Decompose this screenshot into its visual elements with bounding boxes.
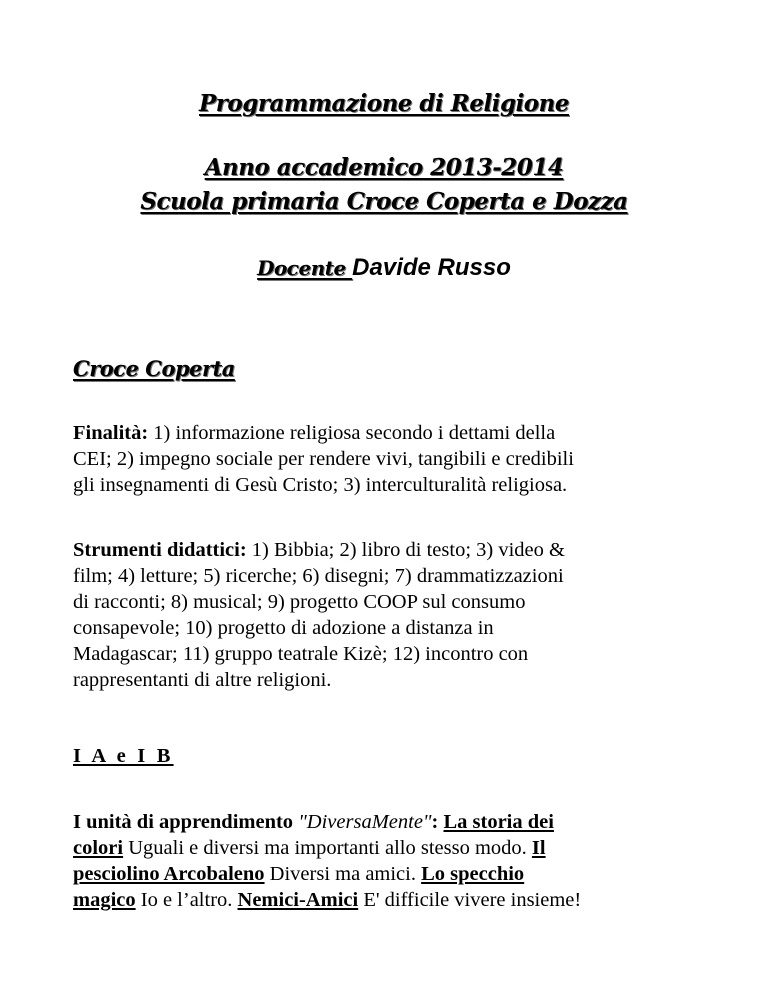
text-line: consapevole; 10) progetto di adozione a distanza in (73, 617, 494, 639)
text-line: CEI; 2) impegno sociale per rendere vivi, tangibili e credibili (73, 448, 574, 470)
story-title: colori (73, 837, 124, 859)
strumenti-paragraph (73, 537, 703, 693)
story-title: magico (73, 889, 136, 911)
story-title: Il (531, 837, 546, 859)
text-line (73, 537, 703, 563)
teacher-name: Davide Russo (352, 254, 511, 281)
story-text: Uguali e diversi ma importanti allo stesso modo. (123, 837, 532, 859)
story-title: Nemici-Amici (237, 889, 359, 911)
text-line: Madagascar; 11) gruppo teatrale Kizè; 12) incontro con (73, 643, 529, 665)
text-line (73, 861, 703, 887)
school-name: Scuola primaria Croce Coperta e Dozza (140, 188, 628, 215)
teacher-label: Docente (257, 256, 353, 280)
text-line: film; 4) letture; 5) ricerche; 6) disegni; 7) drammatizzazioni (73, 565, 564, 587)
unita-paragraph (73, 809, 703, 913)
text-line: di racconti; 8) musical; 9) progetto COOP sul consumo (73, 591, 526, 613)
strumenti-label: Strumenti didattici: (73, 539, 247, 561)
story-title: La storia dei (443, 811, 554, 833)
text-line: rappresentanti di altre religioni. (73, 669, 332, 691)
text-line (73, 887, 703, 913)
story-title: pesciolino Arcobaleno (73, 863, 265, 885)
story-text: Diversi ma amici. (264, 863, 422, 885)
academic-year: Anno accademico 2013-2014 (204, 154, 564, 181)
text-line: gli insegnamenti di Gesù Cristo; 3) interculturalità religiosa. (73, 474, 568, 496)
text-segment: 1) Bibbia; 2) libro di testo; 3) video & (246, 539, 565, 561)
teacher-line (0, 254, 768, 282)
story-text: E' difficile vivere insieme! (358, 889, 582, 911)
text-segment: 1) informazione religiosa secondo i dettami della (148, 422, 556, 444)
text-line (73, 835, 703, 861)
class-heading: I A e I B (73, 745, 174, 767)
document-title: Programmazione di Religione (199, 90, 569, 117)
finalita-label: Finalità: (73, 422, 149, 444)
unita-label: I unità di apprendimento (73, 811, 299, 833)
finalita-paragraph (73, 420, 703, 498)
project-name: "DiversaMente" (298, 811, 432, 833)
section-heading: Croce Coperta (73, 356, 235, 381)
text-line (73, 809, 703, 835)
story-text: Io e l’altro. (135, 889, 238, 911)
colon: : (431, 811, 439, 833)
text-line (73, 420, 703, 446)
story-title: Lo specchio (421, 863, 525, 885)
